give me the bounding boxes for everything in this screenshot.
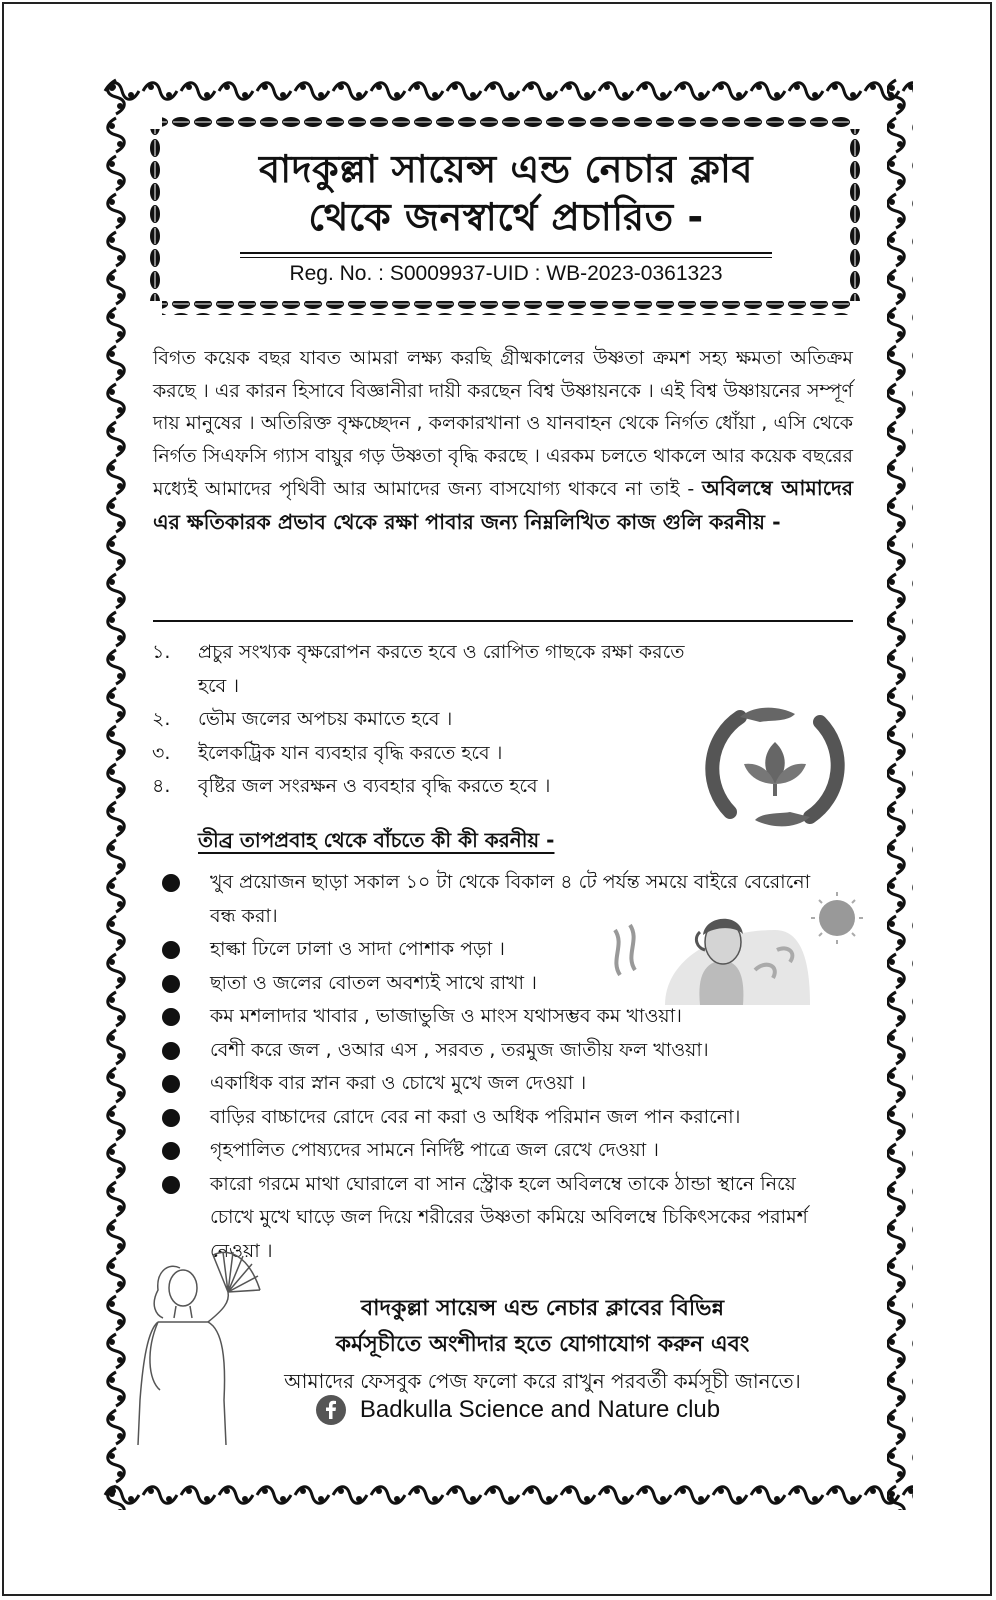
list-text: কারো গরমে মাথা ঘোরালে বা সান স্ট্রোক হলে অবিলম্বে তাকে ঠান্ডা স্থানে নিয়ে চোখে মুখে ঘাড়ে জল দিয়ে শরীরের উষ্ণতা কমিয়ে অবিলম্বে চিকিৎসকের পরামর্শ নেওয়া । xyxy=(210,1172,808,1262)
bullet-icon xyxy=(162,1075,180,1093)
heatstroke-illustration xyxy=(605,890,870,1005)
list-number: ৪. xyxy=(152,775,171,797)
list-item xyxy=(152,636,692,703)
registration-number: Reg. No. : S0009937-UID : WB-2023-0361323 xyxy=(289,262,723,285)
list-text: গৃহপালিত পোষ্যদের সামনে নির্দিষ্ট পাত্রে জল রেখে দেওয়া । xyxy=(210,1139,659,1161)
bullet-icon xyxy=(162,1042,180,1060)
list-item xyxy=(150,1067,840,1101)
list-text: বৃষ্টির জল সংরক্ষন ও ব্যবহার বৃদ্ধি করতে হবে । xyxy=(198,775,551,797)
title-underline-thin xyxy=(240,257,772,258)
list-text: হাল্কা ঢিলে ঢালা ও সাদা পোশাক পড়া । xyxy=(210,938,505,960)
bullet-icon xyxy=(162,1109,180,1127)
action-list xyxy=(152,636,692,804)
title-underline xyxy=(240,252,772,254)
list-text: বেশী করে জল , ওআর এস , সরবত , তরমুজ জাতীয় ফল খাওয়া। xyxy=(210,1038,709,1061)
facebook-page-link[interactable] xyxy=(0,1395,996,1425)
list-item xyxy=(150,1134,840,1168)
list-item xyxy=(152,703,692,737)
club-title xyxy=(168,145,844,241)
bullet-icon xyxy=(162,1008,180,1026)
list-number: ২. xyxy=(152,708,171,730)
title-line-1: বাদকুল্লা সায়েন্স এন্ড নেচার ক্লাব xyxy=(258,147,754,191)
list-item xyxy=(152,737,692,771)
list-text: খুব প্রয়োজন ছাড়া সকাল ১০ টা থেকে বিকাল ৪ টে পর্যন্ত সময়ে বাইরে বেরোনো বন্ধ করা। xyxy=(210,871,811,927)
list-text: কম মশলাদার খাবার , ভাজাভুজি ও মাংস যথাসম্ভব কম খাওয়া। xyxy=(210,1005,682,1027)
bullet-icon xyxy=(162,975,180,993)
list-number: ১. xyxy=(152,641,171,663)
list-text: ছাতা ও জলের বোতল অবশ্যই সাথে রাখা । xyxy=(210,971,537,994)
heatwave-heading: তীব্র তাপপ্রবাহ থেকে বাঁচতে কী কী করনীয় - xyxy=(198,828,555,852)
list-item xyxy=(152,770,692,804)
intro-text: বিগত কয়েক বছর যাবত আমরা লক্ষ্য করছি গ্রীষ্মকালের উষ্ণতা ক্রমশ সহ্য ক্ষমতা অতিক্রম করছে । এর কারন হিসাবে বিজ্ঞানীরা দায়ী করছেন বিশ্ব উষ্ণায়নকে । এই বিশ্ব উষ্ণায়নের সম্পূর্ণ দায় মানুষের । অতিরিক্ত বৃক্ষচ্ছেদন , কলকারখানা ও যানবাহন থেকে নির্গত ধোঁয়া , এসি থেকে নির্গত সিএফসি গ্যাস বায়ুর গড় উষ্ণতা বৃদ্ধি করছে । এরকম চলতে থাকলে আর কয়েক বছরের মধ্যেই আমাদের পৃথিবী আর আমাদের জন্য বাসযোগ্য থাকবে না তাই - xyxy=(153,347,853,501)
intro-paragraph xyxy=(153,342,853,540)
facebook-page-name: Badkulla Science and Nature club xyxy=(359,1396,721,1423)
list-number: ৩. xyxy=(152,741,171,764)
list-item xyxy=(150,1101,840,1135)
bullet-icon xyxy=(162,874,180,892)
list-item xyxy=(150,1034,840,1068)
footer-line-2: কর্মসূচীতে অংশীদার হতে যোগাযোগ করুন এবং xyxy=(335,1332,750,1357)
header-box xyxy=(148,115,864,315)
list-text: ইলেকট্রিক যান ব্যবহার বৃদ্ধি করতে হবে । xyxy=(198,741,503,764)
bullet-icon xyxy=(162,1176,180,1194)
list-item xyxy=(150,1000,840,1034)
footer-invitation xyxy=(210,1291,875,1399)
footer-line-3: আমাদের ফেসবুক পেজ ফলো করে রাখুন পরবর্তী কর্মসূচী জানতে। xyxy=(284,1369,801,1393)
footer-line-1: বাদকুল্লা সায়েন্স এন্ড নেচার ক্লাবের বিভিন্ন xyxy=(360,1296,725,1321)
list-text: প্রচুর সংখ্যক বৃক্ষরোপন করতে হবে ও রোপিত গাছকে রক্ষা করতে হবে । xyxy=(198,641,685,697)
list-text: বাড়ির বাচ্চাদের রোদে বের না করা ও অধিক পরিমান জল পান করানো। xyxy=(210,1105,741,1128)
eco-hands-leaf-icon xyxy=(700,692,850,842)
bullet-icon xyxy=(162,941,180,959)
section-divider xyxy=(153,620,853,622)
list-text: একাধিক বার স্নান করা ও চোখে মুখে জল দেওয়া । xyxy=(210,1072,587,1094)
facebook-icon xyxy=(316,1395,346,1425)
list-text: ভৌম জলের অপচয় কমাতে হবে । xyxy=(198,708,453,730)
intro-emphasis: অবিলম্বে আমাদের এর ক্ষতিকারক প্রভাব থেকে রক্ষা পাবার জন্য নিম্নলিখিত কাজ গুলি করনীয় - xyxy=(153,476,853,534)
title-line-2: থেকে জনস্বার্থে প্রচারিত - xyxy=(308,195,704,239)
bullet-icon xyxy=(162,1142,180,1160)
